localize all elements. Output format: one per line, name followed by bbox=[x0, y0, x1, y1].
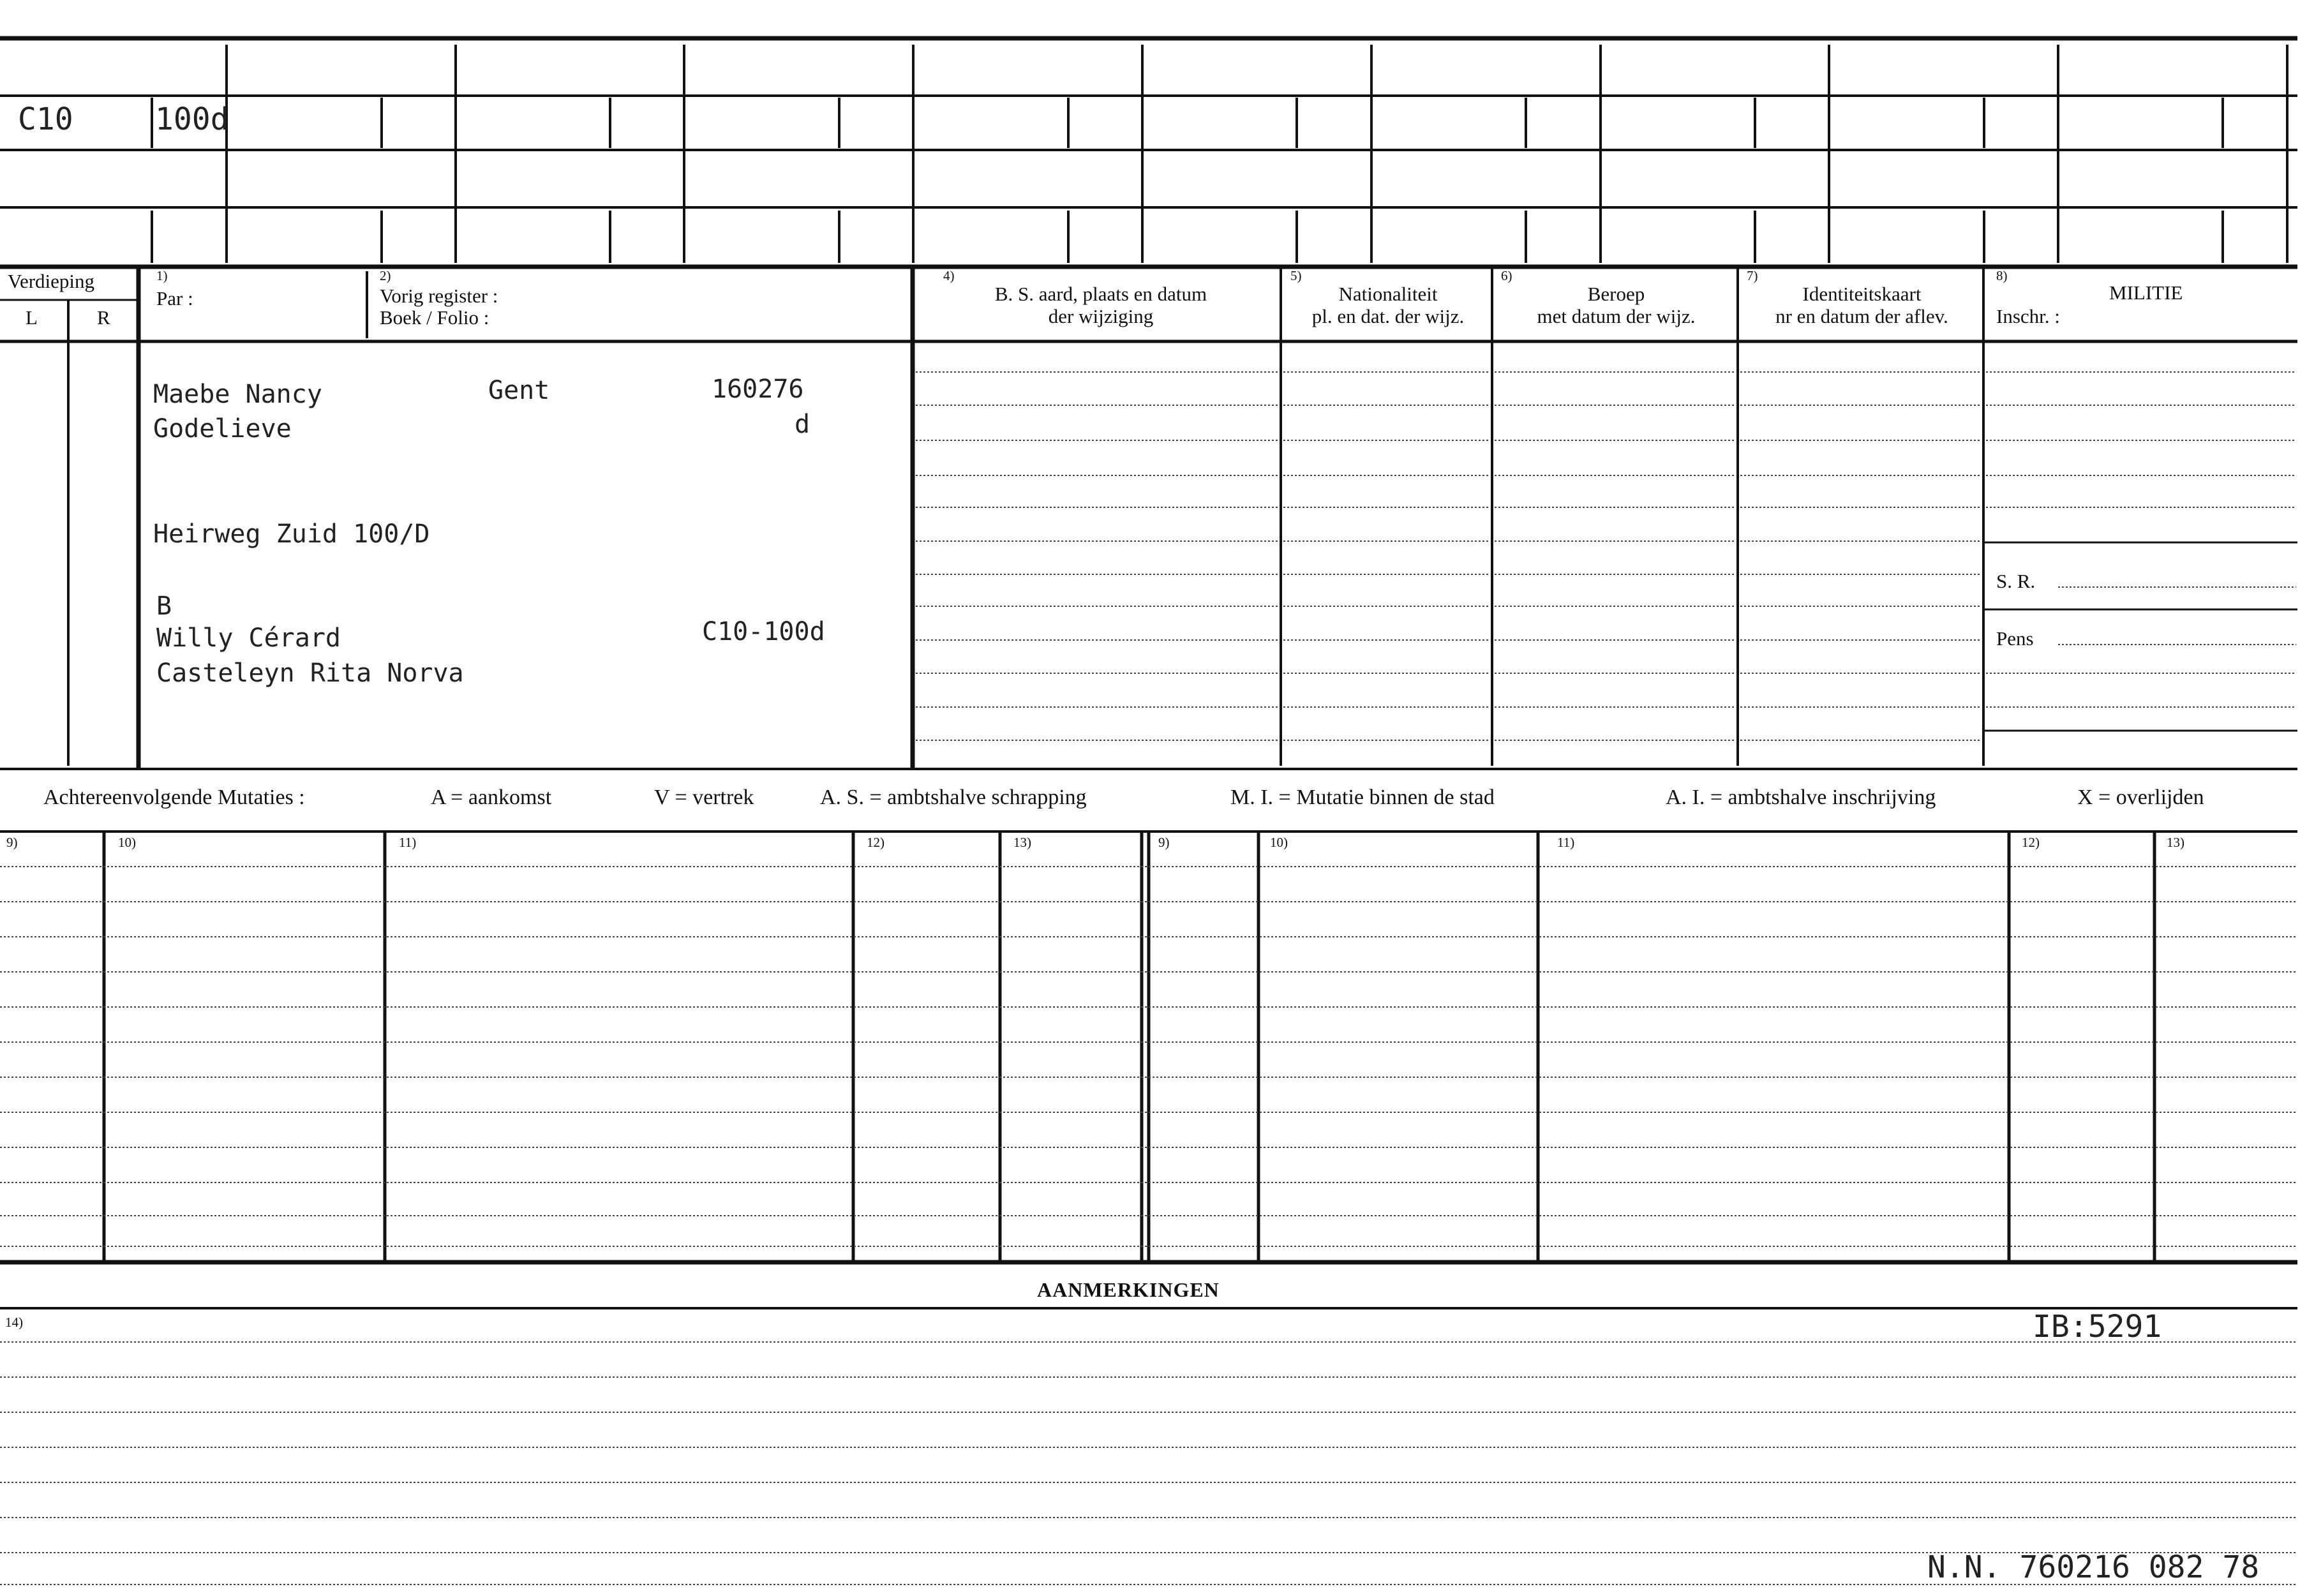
col8-number: 8) bbox=[1996, 268, 2008, 283]
col2-label-1: Vorig register : bbox=[380, 285, 498, 307]
mutation-col-12b: 12) bbox=[2022, 835, 2040, 850]
mutation-col-10b: 10) bbox=[1270, 835, 1288, 850]
civil-status: B bbox=[156, 592, 172, 621]
floor-left-label: L bbox=[26, 306, 38, 329]
mutation-col-11: 11) bbox=[399, 835, 417, 850]
col1-number: 1) bbox=[156, 268, 168, 283]
floor-header: Verdieping bbox=[8, 270, 95, 292]
remarks-title: AANMERKINGEN bbox=[1037, 1278, 1220, 1301]
col7-label-2: nr en datum der aflev. bbox=[1775, 305, 1948, 327]
militia-pens-label: Pens bbox=[1996, 627, 2034, 650]
remarks-number: 14) bbox=[5, 1315, 23, 1330]
house-number: 100d bbox=[155, 101, 229, 137]
legend-registration: A. I. = ambtshalve inschrijving bbox=[1666, 786, 1936, 809]
mutation-col-13b: 13) bbox=[2167, 835, 2184, 850]
col5-label-2: pl. en dat. der wijz. bbox=[1311, 305, 1465, 327]
father-name: Willy Cérard bbox=[156, 623, 341, 653]
legend-deletion: A. S. = ambtshalve schrapping bbox=[820, 786, 1087, 809]
section-code: C10 bbox=[18, 101, 73, 137]
mutation-col-10: 10) bbox=[118, 835, 136, 850]
legend-internal-move: M. I. = Mutatie binnen de stad bbox=[1230, 786, 1495, 809]
floor-right-label: R bbox=[97, 306, 110, 329]
mutation-col-13: 13) bbox=[1013, 835, 1031, 850]
col7-number: 7) bbox=[1747, 268, 1758, 283]
col4-label-2: der wijziging bbox=[1048, 305, 1154, 327]
legend-arrival: A = aankomst bbox=[431, 786, 552, 809]
ib-number: IB:5291 bbox=[2033, 1309, 2162, 1345]
mutation-col-9: 9) bbox=[6, 835, 18, 850]
militia-title: MILITIE bbox=[2109, 281, 2183, 304]
col4-number: 4) bbox=[943, 268, 955, 283]
mutation-col-12: 12) bbox=[867, 835, 885, 850]
col7-label-1: Identiteitskaart bbox=[1802, 283, 1922, 305]
birthdate: 160276 bbox=[712, 375, 804, 404]
mutations-legend-title: Achtereenvolgende Mutaties : bbox=[43, 786, 305, 809]
col4-label-1: B. S. aard, plaats en datum bbox=[994, 283, 1207, 305]
col5-label-1: Nationaliteit bbox=[1338, 283, 1438, 305]
col6-label-2: met datum der wijz. bbox=[1537, 305, 1696, 327]
col2-number: 2) bbox=[380, 268, 391, 283]
reference-code: C10-100d bbox=[702, 617, 825, 646]
col1-label: Par : bbox=[156, 287, 193, 310]
house-suffix: d bbox=[795, 410, 810, 439]
col5-number: 5) bbox=[1290, 268, 1302, 283]
militia-inschr-label: Inschr. : bbox=[1996, 305, 2060, 327]
col6-label-1: Beroep bbox=[1587, 283, 1645, 305]
mutation-col-11b: 11) bbox=[1557, 835, 1575, 850]
national-number: N.N. 760216 082 78 bbox=[1927, 1549, 2260, 1585]
militia-sr-label: S. R. bbox=[1996, 570, 2036, 592]
mutation-col-9b: 9) bbox=[1158, 835, 1170, 850]
legend-death: X = overlijden bbox=[2077, 786, 2204, 809]
address: Heirweg Zuid 100/D bbox=[153, 519, 430, 549]
person-given-name: Godelieve bbox=[153, 414, 292, 444]
col2-label-2: Boek / Folio : bbox=[380, 306, 489, 329]
mother-name: Casteleyn Rita Norva bbox=[156, 659, 464, 688]
legend-departure: V = vertrek bbox=[654, 786, 754, 809]
birthplace: Gent bbox=[488, 376, 550, 405]
col6-number: 6) bbox=[1501, 268, 1512, 283]
person-name: Maebe Nancy bbox=[153, 380, 322, 409]
